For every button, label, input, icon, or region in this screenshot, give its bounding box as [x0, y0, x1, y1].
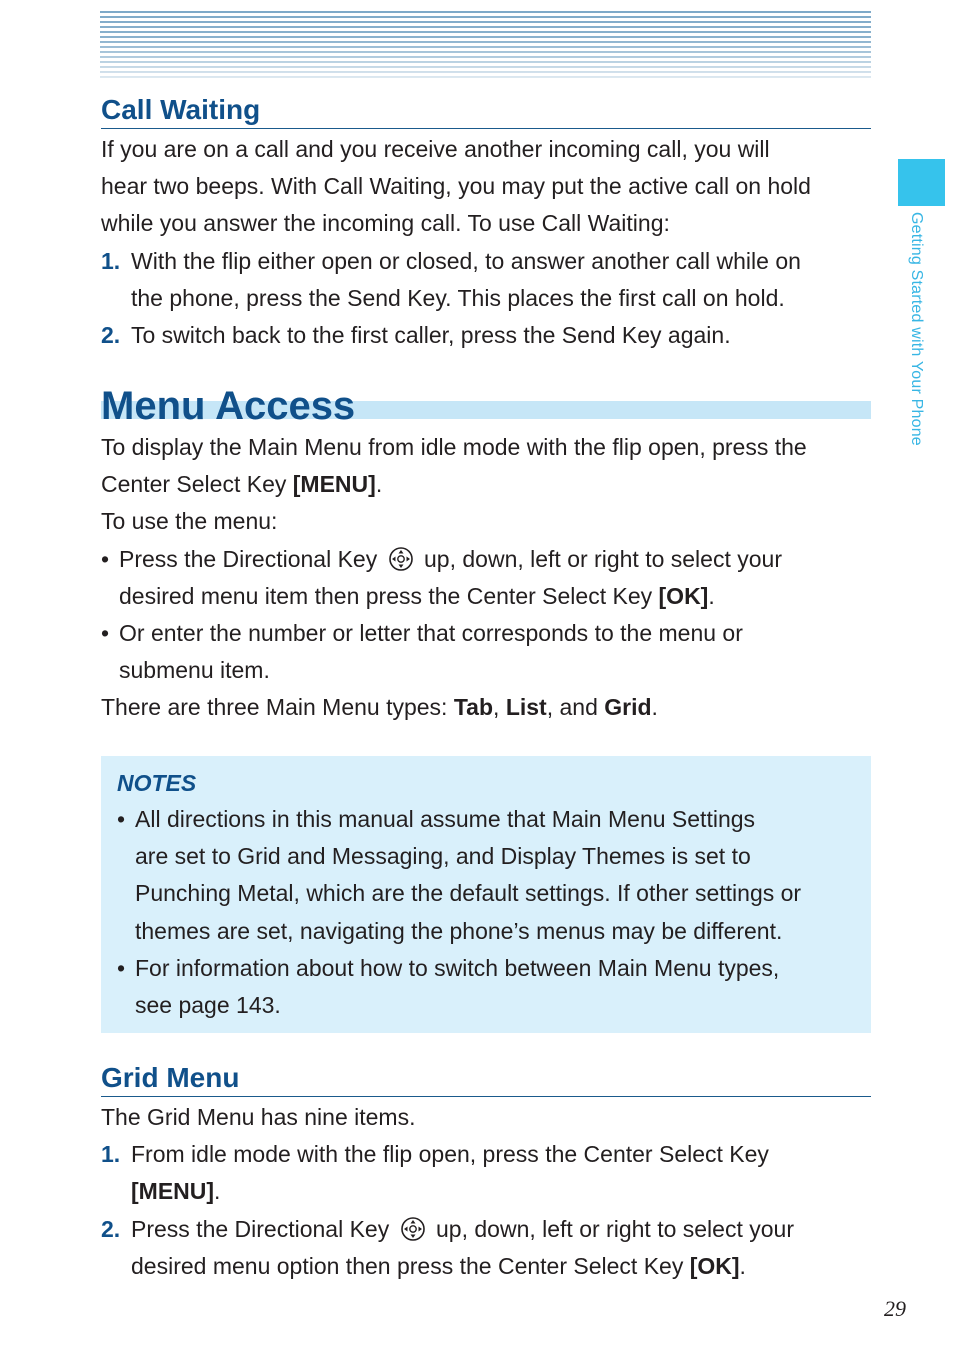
menu-access-section: [101, 429, 871, 727]
menu-key-label: [MENU]: [131, 1178, 215, 1205]
text-span: ,: [493, 694, 506, 721]
text-span: .: [375, 471, 383, 498]
directional-key-icon: [388, 546, 414, 572]
notes-title: NOTES: [117, 770, 197, 796]
grid-menu-step-2: [101, 1211, 871, 1285]
note-item-2: [117, 950, 862, 1024]
bullet-line: [119, 541, 871, 578]
menu-access-para-line: [101, 466, 871, 503]
directional-key-icon: [400, 1216, 426, 1242]
menu-types-line: [101, 689, 871, 726]
text-span: Press the Directional Key: [119, 545, 378, 572]
menu-type-grid: Grid: [604, 694, 652, 721]
bullet-dot: •: [117, 954, 126, 981]
text-span: , and: [546, 694, 605, 721]
note-line: Punching Metal, which are the default settings. If other settings or: [135, 880, 802, 907]
bullet-dot: •: [101, 545, 110, 572]
step-number: 2.: [101, 1215, 121, 1242]
menu-bullet-1: [101, 541, 871, 615]
notes-body: [117, 801, 862, 1024]
grid-menu-step-1: [101, 1136, 871, 1210]
bullet-line: [119, 578, 871, 615]
section-side-tab: [898, 159, 945, 206]
step-text-line: the phone, press the Send Key. This places the first call on hold.: [131, 284, 785, 311]
note-line: themes are set, navigating the phone’s menus may be different.: [135, 917, 783, 944]
menu-bullet-2: [101, 615, 871, 689]
step-text-line: [131, 1248, 871, 1285]
text-span: .: [214, 1178, 221, 1205]
text-span: .: [708, 582, 715, 609]
note-line: For information about how to switch between Main Menu types,: [135, 954, 780, 981]
bullet-line: Or enter the number or letter that corresponds to the menu or: [119, 620, 743, 647]
menu-type-list: List: [505, 694, 547, 721]
note-line: All directions in this manual assume that Main Menu Settings: [135, 806, 756, 832]
call-waiting-step-2: [101, 317, 871, 354]
grid-menu-heading: Grid Menu: [101, 1061, 871, 1097]
menu-access-heading: Menu Access: [101, 384, 356, 428]
menu-access-para-line: To display the Main Menu from idle mode with the flip open, press the: [101, 434, 807, 460]
header-stripe-fade: [100, 11, 871, 79]
step-number: 1.: [101, 247, 121, 274]
step-text-line: [131, 1173, 871, 1210]
grid-menu-intro: The Grid Menu has nine items.: [101, 1104, 416, 1130]
step-number: 1.: [101, 1141, 121, 1168]
menu-access-heading-block: [101, 383, 871, 429]
grid-menu-section: [101, 1099, 871, 1285]
call-waiting-step-1: [101, 243, 871, 317]
bullet-dot: •: [117, 806, 126, 832]
text-span: .: [651, 694, 658, 721]
call-waiting-section: [101, 131, 871, 354]
text-span: .: [739, 1252, 746, 1279]
text-span: Press the Directional Key: [131, 1215, 390, 1242]
note-line: see page 143.: [135, 992, 281, 1019]
bullet-line: submenu item.: [119, 657, 270, 684]
call-waiting-intro-line: If you are on a call and you receive another incoming call, you will: [101, 136, 770, 162]
step-text-line: With the flip either open or closed, to answer another call while on: [131, 247, 801, 274]
step-number: 2.: [101, 322, 121, 349]
use-menu-line: To use the menu:: [101, 508, 278, 535]
page-number: 29: [884, 1296, 906, 1321]
text-span: up, down, left or right to select your: [424, 545, 782, 572]
note-line: are set to Grid and Messaging, and Display Themes is set to: [135, 843, 751, 870]
note-item-1: [117, 801, 862, 950]
menu-key-label: [MENU]: [292, 471, 376, 498]
step-text-line: To switch back to the first caller, press the Send Key again.: [131, 322, 731, 349]
section-side-label: Getting Started with Your Phone: [908, 212, 925, 446]
menu-type-tab: Tab: [453, 694, 494, 721]
bullet-dot: •: [101, 620, 110, 647]
text-span: up, down, left or right to select your: [436, 1215, 794, 1242]
call-waiting-intro-line: while you answer the incoming call. To use Call Waiting:: [101, 210, 670, 237]
text-span: Center Select Key: [101, 471, 293, 498]
ok-key-label: [OK]: [689, 1252, 740, 1279]
step-text-line: From idle mode with the flip open, press the Center Select Key: [131, 1141, 769, 1168]
call-waiting-intro-line: hear two beeps. With Call Waiting, you may put the active call on hold: [101, 173, 811, 200]
call-waiting-heading: Call Waiting: [101, 93, 871, 129]
text-span: desired menu option then press the Center Select Key: [131, 1252, 690, 1279]
text-span: desired menu item then press the Center Select Key: [119, 582, 659, 609]
ok-key-label: [OK]: [658, 582, 709, 609]
notes-box: [101, 756, 871, 1033]
text-span: There are three Main Menu types:: [101, 694, 454, 721]
step-text-line: [131, 1211, 871, 1248]
